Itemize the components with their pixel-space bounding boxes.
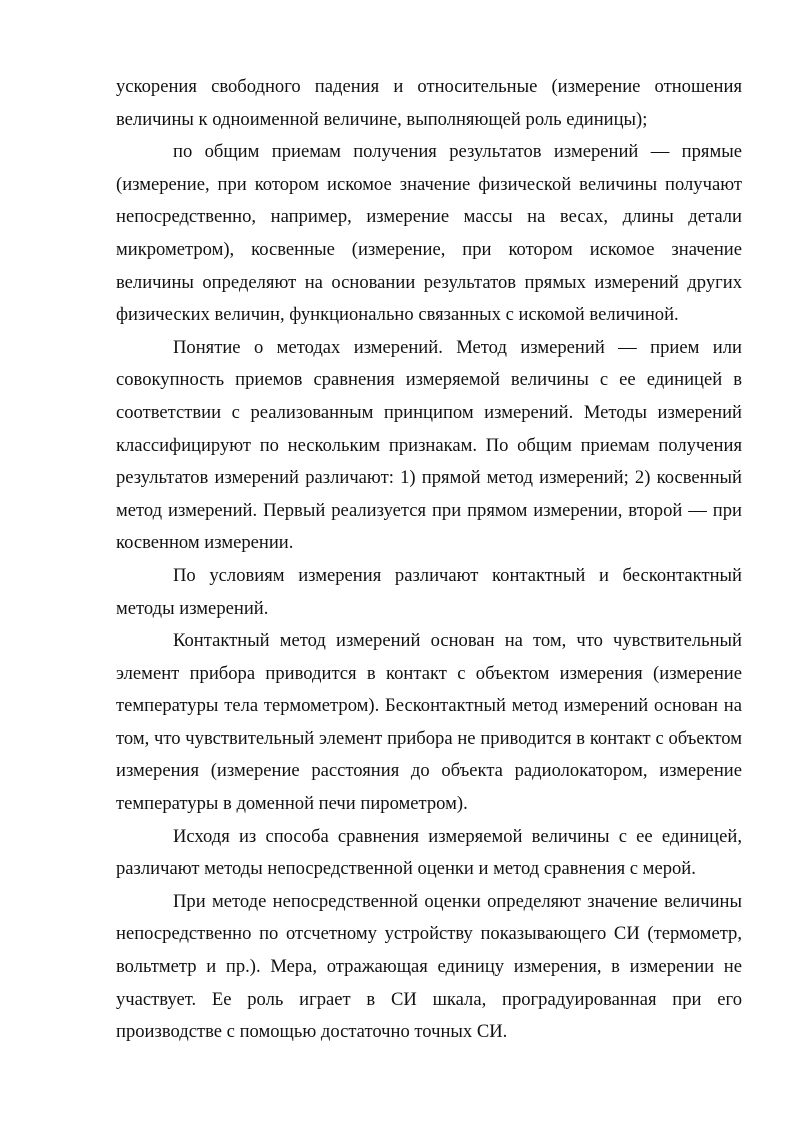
paragraph-1: ускорения свободного падения и относительные (измерение отношения величины к одноименной величине, выполняющей роль единицы); [116,76,742,130]
document-page [116,71,742,1049]
paragraph-5: Контактный метод измерений основан на том, что чувствительный элемент прибора приводится в контакт с объектом измерения (измерение температуры тела термометром). Бесконтактный метод измерений основан на том, что чувствительный элемент прибора не приводится в контакт с объектом измерения (измерение расстояния до объекта радиолокатором, измерение температуры в доменной печи пирометром). [116,630,742,815]
paragraph-4: По условиям измерения различают контактный и бесконтактный методы измерений. [116,564,742,619]
paragraph-6: Исходя из способа сравнения измеряемой величины с ее единицей, различают методы непосредственной оценки и метод сравнения с мерой. [116,825,742,880]
paragraph-2: по общим приемам получения результатов измерений — прямые (измерение, при котором искомое значение физической величины получают непосредственно, например, измерение массы на весах, длины детали микрометром), косвенные (измерение, при котором искомое значение величины определяют на основании результатов прямых измерений других физических величин, функционально связанных с искомой величиной. [116,141,742,326]
paragraph-7: При методе непосредственной оценки определяют значение величины непосредственно по отсчетному устройству показывающего СИ (термометр, вольтметр и пр.). Мера, отражающая единицу измерения, в измерении не участвует. Ее роль играет в СИ шкала, проградуированная при его производстве с помощью достаточно точных СИ. [116,890,742,1043]
paragraph-3: Понятие о методах измерений. Метод измерений — прием или совокупность приемов сравнения измеряемой величины с ее единицей в соответствии с реализованным принципом измерений. Методы измерений классифицируют по нескольким признакам. По общим приемам получения результатов измерений различают: 1) прямой метод измерений; 2) косвенный метод измерений. Первый реализуется при прямом измерении, второй — при косвенном измерении. [116,336,742,554]
